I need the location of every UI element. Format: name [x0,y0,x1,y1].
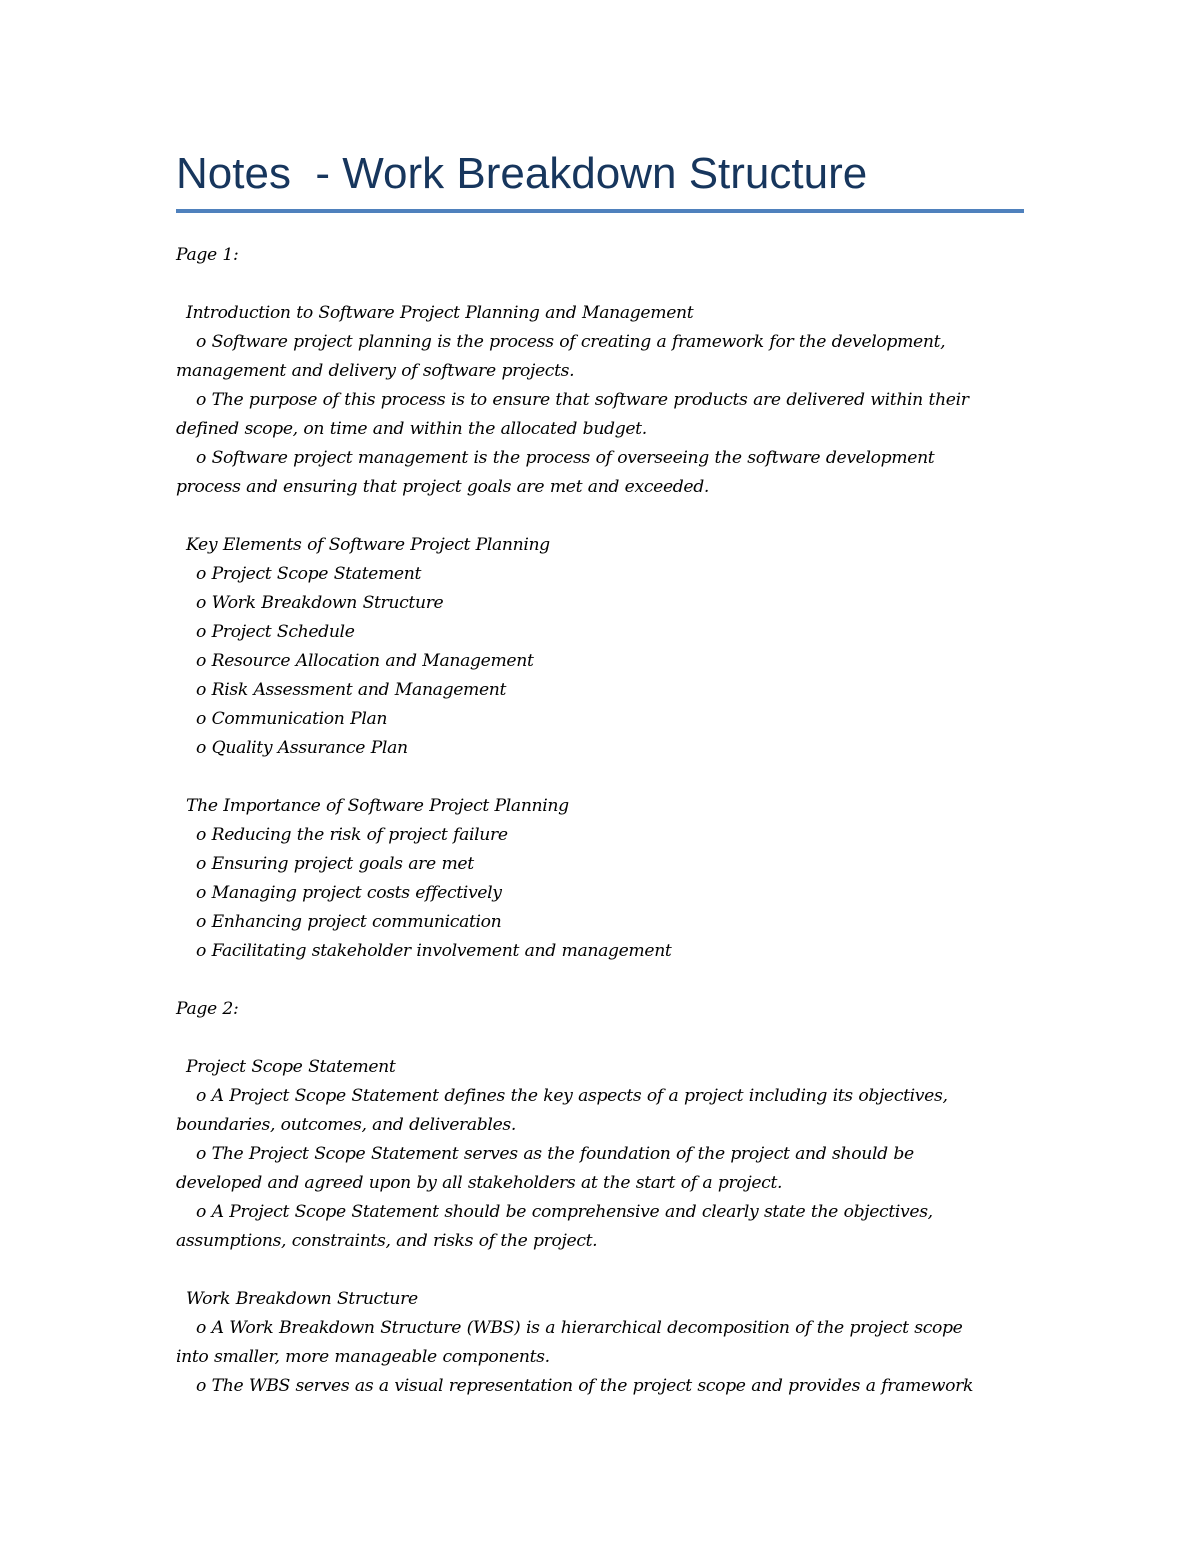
continuation-line: management and delivery of software projects. [176,361,575,381]
bullet-item: o The Project Scope Statement serves as the foundation of the project and should be [196,1144,914,1164]
bullet-item: o Quality Assurance Plan [196,738,408,758]
bullet-item: o A Project Scope Statement defines the key aspects of a project including its objectives, [196,1086,948,1106]
page-marker: Page 1: [176,245,239,265]
bullet-item: o Communication Plan [196,709,388,729]
bullet-item: o Resource Allocation and Management [196,651,534,671]
bullet-item: o The WBS serves as a visual representation of the project scope and provides a framework [196,1376,974,1396]
title-underline [176,209,1024,213]
bullet-item: o Facilitating stakeholder involvement and management [196,941,672,961]
continuation-line: boundaries, outcomes, and deliverables. [176,1115,516,1135]
notes-body [176,241,1024,1401]
continuation-line: defined scope, on time and within the allocated budget. [176,419,647,439]
page-marker: Page 2: [176,999,239,1019]
bullet-item: o Ensuring project goals are met [196,854,474,874]
bullet-item: o Risk Assessment and Management [196,680,507,700]
section-heading: Introduction to Software Project Planning and Management [186,303,694,323]
section-heading: Work Breakdown Structure [186,1289,418,1309]
section-heading: Key Elements of Software Project Planning [186,535,550,555]
bullet-item: o Software project planning is the process of creating a framework for the development, [196,332,946,352]
section-heading: Project Scope Statement [186,1057,396,1077]
bullet-item: o Enhancing project communication [196,912,502,932]
bullet-item: o Software project management is the process of overseeing the software development [196,448,935,468]
bullet-item: o The purpose of this process is to ensure that software products are delivered within their [196,390,969,410]
blank-line [176,1256,1024,1285]
page-title: Notes - Work Breakdown Structure [176,149,868,198]
blank-line [176,1024,1024,1053]
continuation-line: assumptions, constraints, and risks of the project. [176,1231,598,1251]
continuation-line: developed and agreed upon by all stakeholders at the start of a project. [176,1173,783,1193]
blank-line [176,502,1024,531]
continuation-line: into smaller, more manageable components. [176,1347,550,1367]
bullet-item: o Work Breakdown Structure [196,593,444,613]
blank-line [176,270,1024,299]
bullet-item: o Reducing the risk of project failure [196,825,508,845]
bullet-item: o A Project Scope Statement should be comprehensive and clearly state the objectives, [196,1202,933,1222]
section-heading: The Importance of Software Project Planning [186,796,569,816]
bullet-item: o A Work Breakdown Structure (WBS) is a hierarchical decomposition of the project scope [196,1318,963,1338]
blank-line [176,966,1024,995]
bullet-item: o Project Schedule [196,622,355,642]
bullet-item: o Managing project costs effectively [196,883,502,903]
bullet-item: o Project Scope Statement [196,564,422,584]
blank-line [176,763,1024,792]
continuation-line: process and ensuring that project goals are met and exceeded. [176,477,710,497]
